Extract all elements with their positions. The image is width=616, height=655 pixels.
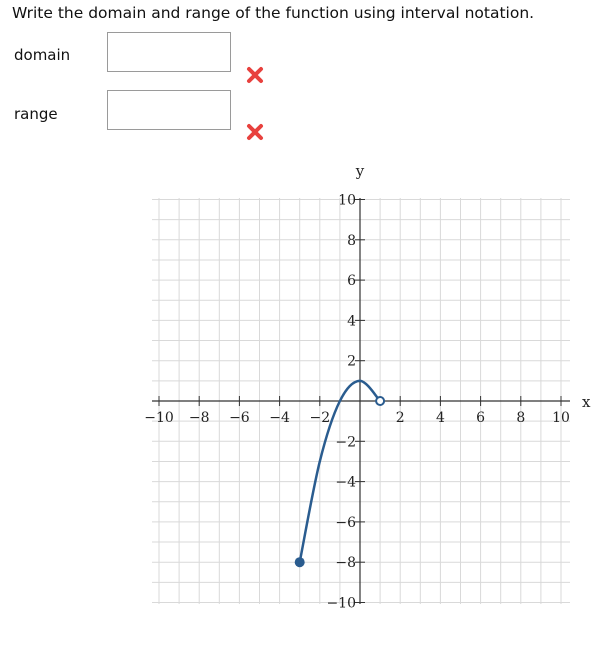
y-tick-label: 6: [347, 273, 356, 290]
open-endpoint: [376, 397, 384, 405]
x-axis-label: x: [582, 393, 591, 411]
y-tick-label: 2: [347, 353, 356, 370]
x-tick-label: 2: [395, 410, 405, 426]
closed-endpoint: [295, 557, 305, 567]
y-tick-label: 8: [347, 232, 356, 249]
y-tick-label: −4: [335, 474, 356, 491]
x-tick-label: −8: [188, 410, 210, 426]
x-tick-label: 6: [476, 410, 486, 426]
y-tick-label: 4: [347, 313, 356, 330]
x-tick-label: −4: [269, 410, 290, 426]
range-label: range: [14, 105, 58, 123]
x-tick-label: −2: [309, 410, 331, 426]
tick-labels: [144, 193, 570, 612]
x-tick-label: 8: [516, 410, 526, 426]
domain-label: domain: [14, 46, 71, 64]
y-axis-label: y: [355, 162, 365, 180]
x-tick-label: 10: [552, 410, 570, 426]
y-tick-label: 10: [338, 192, 356, 209]
y-tick-label: −6: [335, 514, 356, 531]
axes: [152, 198, 570, 604]
y-tick-label: −10: [326, 595, 356, 612]
y-tick-label: −8: [335, 555, 356, 572]
y-tick-label: −2: [335, 434, 356, 451]
question-prompt: Write the domain and range of the function using interval notation.: [12, 4, 535, 22]
x-tick-label: −10: [144, 410, 174, 426]
x-tick-label: −6: [229, 410, 250, 426]
x-tick-label: 4: [435, 410, 445, 426]
